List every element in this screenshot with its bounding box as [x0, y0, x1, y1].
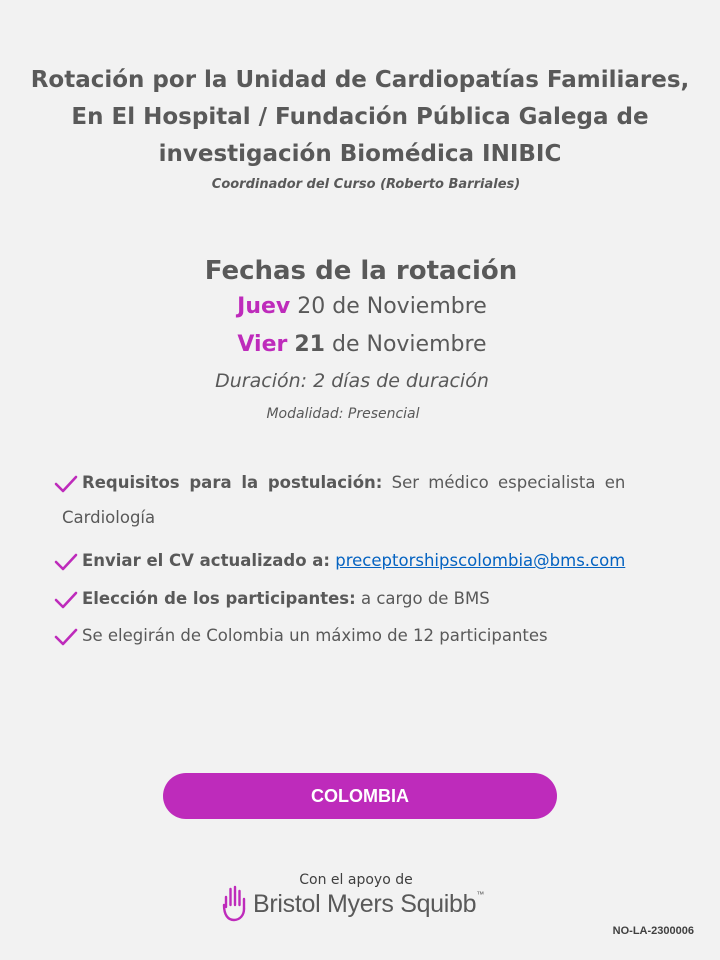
date-2-day: Vier	[237, 332, 288, 357]
date-2-number: 21	[294, 332, 325, 357]
requirement-label: Requisitos para la postulación:	[82, 473, 383, 492]
page-title	[0, 62, 720, 173]
support-text: Con el apoyo de	[299, 872, 413, 888]
title-line-2: En El Hospital / Fundación Pública Galega de	[71, 104, 649, 130]
country-button[interactable]: COLOMBIA	[163, 773, 557, 819]
requirement-item	[54, 626, 654, 645]
dates-heading: Fechas de la rotación	[204, 256, 518, 286]
check-icon	[54, 474, 78, 494]
date-2-month: de Noviembre	[332, 332, 487, 357]
requirement-text-continued: Cardiología	[62, 508, 156, 527]
rotation-date-2	[0, 332, 720, 357]
bms-logo	[221, 884, 484, 924]
requirement-label: Elección de los participantes:	[82, 589, 356, 608]
course-coordinator: Coordinador del Curso (Roberto Barriales)	[211, 177, 521, 192]
document-code: NO-LA-2300006	[612, 925, 694, 937]
brand-name	[253, 890, 484, 919]
rotation-date-1	[0, 294, 720, 319]
modality-text: Modalidad: Presencial	[266, 406, 420, 422]
date-1-day: Juev	[237, 294, 291, 319]
requirement-text: Se elegirán de Colombia un máximo de 12 participantes	[82, 626, 548, 645]
requirement-item	[54, 473, 654, 527]
requirement-text: Ser médico especialista en	[391, 473, 626, 492]
title-line-3: investigación Biomédica INIBIC	[158, 141, 562, 167]
check-icon	[54, 627, 78, 647]
duration-text: Duración: 2 días de duración	[215, 370, 489, 392]
trademark-symbol: ™	[476, 889, 484, 899]
date-1-month: de Noviembre	[332, 294, 487, 319]
requirement-item	[54, 589, 654, 608]
requirement-label: Enviar el CV actualizado a:	[82, 551, 331, 570]
check-icon	[54, 552, 78, 572]
date-1-number: 20	[297, 294, 326, 319]
requirement-item	[54, 551, 654, 570]
bms-hand-icon	[221, 885, 247, 923]
email-link[interactable]: preceptorshipscolombia@bms.com	[335, 551, 626, 570]
brand-name-text: Bristol Myers Squibb	[253, 889, 477, 918]
requirement-text: a cargo de BMS	[360, 589, 490, 608]
check-icon	[54, 590, 78, 610]
title-line-1: Rotación por la Unidad de Cardiopatías Familiares,	[30, 67, 690, 93]
